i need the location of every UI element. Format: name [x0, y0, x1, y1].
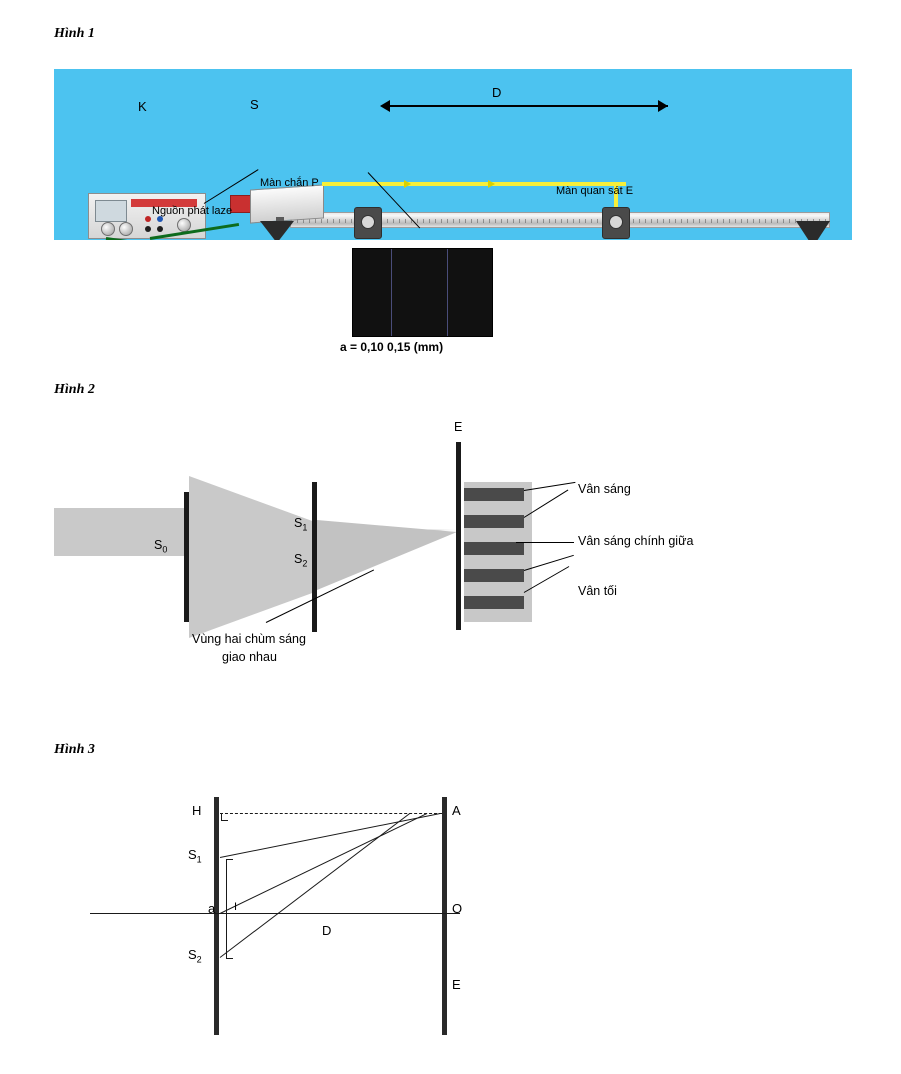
label-van-toi: Vân tối [578, 584, 617, 598]
label-d-distance: D [322, 923, 332, 938]
distance-a-brace [226, 859, 233, 959]
fringe-pattern-panel [464, 482, 532, 622]
label-i: I [234, 901, 238, 913]
bright-fringe [464, 569, 524, 582]
ray-s1-to-a [220, 813, 440, 858]
power-supply-terminal [145, 226, 151, 232]
power-supply-terminal [145, 216, 151, 222]
label-s1: $S_1$ [294, 516, 308, 533]
ray-s2-to-a [220, 813, 410, 958]
double-slit-closeup-photo [352, 248, 493, 337]
slit-width-caption: a = 0,10 0,15 (mm) [340, 340, 444, 354]
slit-aperture [361, 215, 375, 229]
label-laser-source: Nguồn phát laze [152, 205, 233, 217]
laser-housing [250, 184, 324, 223]
label-s1: $S_1$ [188, 847, 202, 865]
bright-fringe [464, 596, 524, 609]
label-screen-p: Màn chắn P [260, 177, 319, 189]
observation-screen-holder-e [602, 207, 630, 239]
label-k: K [138, 99, 147, 114]
slit-holder-p [354, 207, 382, 239]
label-van-sang-chinh-giua: Vân sáng chính giữa [578, 534, 694, 548]
label-h: H [192, 803, 202, 818]
label-s: S [250, 97, 259, 112]
figure-1-caption: Hình 1 [54, 26, 95, 41]
laser-tripod-base [260, 221, 294, 240]
label-screen-e: Màn quan sát E [556, 185, 634, 197]
label-a: A [452, 803, 461, 818]
figure-3-diagram [54, 775, 852, 1055]
rail-end-support [796, 221, 830, 240]
slit-plane-bar [214, 797, 219, 1035]
bright-fringe [464, 488, 524, 501]
observation-screen-bar [442, 797, 447, 1035]
right-angle-marker [221, 814, 228, 821]
label-overlap-line2: giao nhau [222, 650, 277, 664]
label-e: E [452, 977, 461, 992]
power-supply-display [95, 200, 127, 222]
power-supply-terminal [157, 226, 163, 232]
distance-d-arrow-right [658, 100, 668, 112]
label-s2: $S_2$ [294, 552, 308, 569]
leader-line-central [516, 542, 574, 543]
label-s2: $S_2$ [188, 947, 202, 965]
label-d: D [492, 85, 502, 100]
bright-fringe [464, 515, 524, 528]
label-a-distance: a [208, 901, 216, 916]
ray-i-to-a [220, 813, 428, 914]
figure-1-photo [54, 69, 852, 240]
screen-e [456, 442, 461, 630]
beam-direction-arrow [404, 180, 411, 188]
label-overlap-line1: Vùng hai chùm sáng [192, 632, 306, 646]
screen-aperture [609, 215, 623, 229]
figure-2-caption: Hình 2 [54, 382, 95, 397]
figure-3-caption: Hình 3 [54, 742, 95, 757]
label-e: E [454, 420, 463, 434]
power-supply-knob [101, 222, 115, 236]
distance-d-line [390, 105, 668, 107]
label-s0: $S_0$ [154, 538, 168, 555]
label-van-sang: Vân sáng [578, 482, 631, 496]
distance-d-arrow-left [380, 100, 390, 112]
label-o: O [452, 901, 463, 916]
slit-line [447, 249, 448, 336]
beam-direction-arrow [488, 180, 495, 188]
overlap-region [317, 520, 457, 590]
figure-2-diagram [54, 420, 852, 700]
slit-line [391, 249, 392, 336]
central-bright-fringe [464, 542, 524, 555]
power-supply-knob [119, 222, 133, 236]
